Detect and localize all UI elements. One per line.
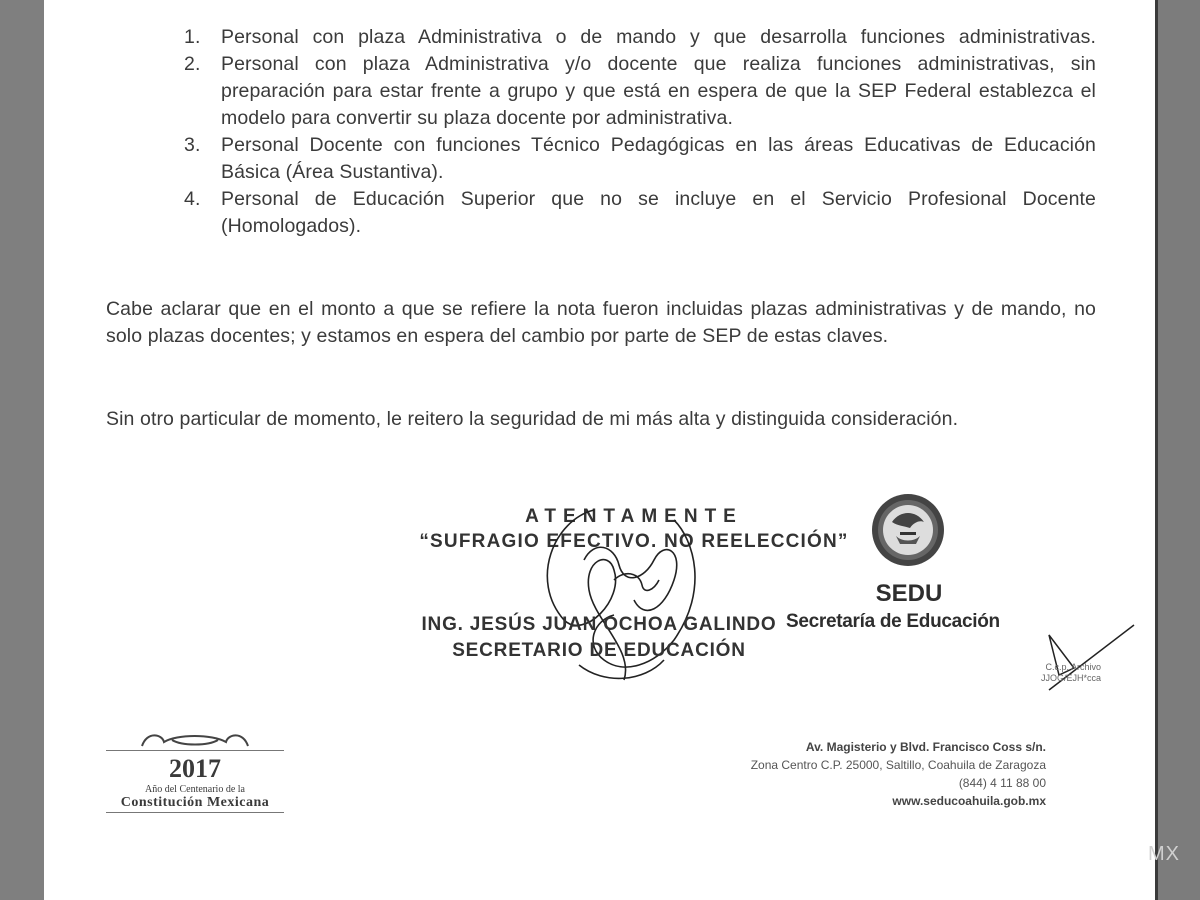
list-number: 1. (184, 26, 201, 48)
list-text: Personal de Educación Superior que no se incluye en el Servicio Profesional Docente (Homologados). (221, 188, 1096, 237)
list-number: 2. (184, 53, 201, 75)
address-phone: (844) 4 11 88 00 (958, 776, 1046, 790)
coat-of-arms-icon (870, 492, 946, 568)
right-margin (1155, 0, 1200, 900)
ccp-line-1: C.c.p. Archivo (1045, 662, 1101, 672)
list-text: Personal con plaza Administrativa o de mando y que desarrolla funciones administrativas. (221, 26, 1096, 48)
centenary-emblem (102, 726, 288, 816)
motto: “SUFRAGIO EFECTIVO. NO REELECCIÓN” (419, 531, 849, 552)
list-item (184, 132, 1096, 186)
list-text: Personal Docente con funciones Técnico Pedagógicas en las áreas Educativas de Educación Básica (Área Sustantiva). (221, 134, 1096, 183)
signer-title: SECRETARIO DE EDUCACIÓN (452, 640, 746, 661)
address-website: www.seducoahuila.gob.mx (892, 794, 1046, 808)
closing-paragraph: Sin otro particular de momento, le reitero la seguridad de mi más alta y distinguida consideración. (106, 408, 959, 430)
address-street: Av. Magisterio y Blvd. Francisco Coss s/n. (805, 740, 1046, 754)
criteria-list (184, 24, 1096, 240)
emblem-rule (106, 812, 284, 813)
list-item (184, 24, 1096, 51)
emblem-rule (106, 750, 284, 751)
signer-name: ING. JESÚS JUAN OCHOA GALINDO (421, 614, 777, 635)
list-item (184, 51, 1096, 132)
list-number: 4. (184, 188, 201, 210)
document-page (44, 0, 1155, 900)
ccp-line-2: JJOG/EJH*cca (1040, 673, 1101, 683)
address-block (654, 738, 1046, 810)
initials-mark-icon (1029, 620, 1139, 700)
salutation: ATENTAMENTE (525, 506, 743, 527)
sedu-acronym: SEDU (875, 580, 943, 607)
sedu-name: Secretaría de Educación (786, 611, 1000, 632)
ornament-icon (102, 726, 288, 752)
list-number: 3. (184, 134, 201, 156)
list-item (184, 186, 1096, 240)
list-text: Personal con plaza Administrativa y/o docente que realiza funciones administrativas, sin preparación para estar frente a grupo y que está en espera de que la SEP Federal establezca el modelo para convertir su plaza docente por administrativa. (221, 53, 1096, 129)
emblem-line-1: Año del Centenario de la (145, 784, 245, 795)
signer-block (364, 612, 834, 664)
address-city: Zona Centro C.P. 25000, Saltillo, Coahuila de Zaragoza (750, 758, 1046, 772)
emblem-line-2: Constitución Mexicana (120, 795, 270, 810)
emblem-year: 2017 (169, 754, 221, 783)
ccp-note (1009, 662, 1101, 684)
left-margin (0, 0, 44, 900)
watermark: MX (1148, 843, 1180, 865)
clarification-paragraph: Cabe aclarar que en el monto a que se refiere la nota fueron incluidas plazas administrativas y de mando, no solo plazas docentes; y estamos en espera del cambio por parte de SEP de estas claves. (106, 298, 1096, 347)
